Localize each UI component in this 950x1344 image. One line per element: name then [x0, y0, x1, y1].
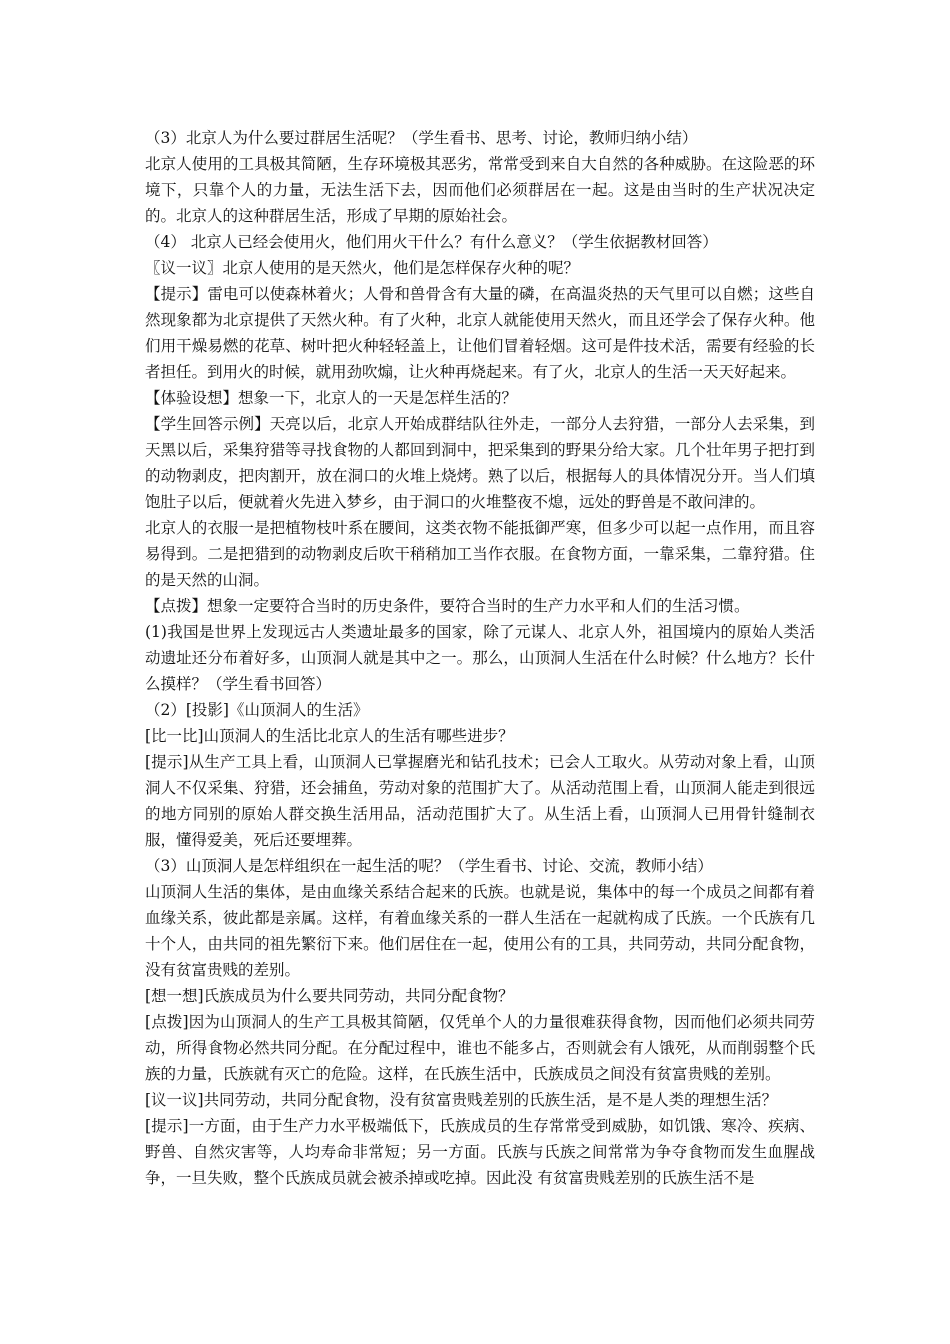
think-prompt: [想一想]氏族成员为什么要共同劳动，共同分配食物？: [145, 987, 514, 1005]
item-3-question: （3）山顶洞人是怎样组织在一起生活的呢？（学生看书、讨论、交流，教师小结）: [145, 857, 713, 875]
think-guidance: [点拨]因为山顶洞人的生产工具极其简陋，仅凭单个人的力量很难获得食物，因而他们必须共同劳动，所得食物必然共同分配。在分配过程中，谁也不能多占，否则就会有人饿死，从而削弱整个氏族的力量，氏族就有灭亡的危险。这样，在氏族生活中，氏族成员之间没有贫富贵贱的差别。: [145, 1013, 815, 1083]
compare-hint: [提示]从生产工具上看，山顶洞人已掌握磨光和钻孔技术；已会人工取火。从劳动对象上看，山顶洞人不仅采集、狩猎，还会捕鱼，劳动对象的范围扩大了。从活动范围上看，山顶洞人能走到很远的地方同别的原始人群交换生活用品，活动范围扩大了。从生活上看，山顶洞人已用骨针缝制衣服，懂得爱美，死后还要埋葬。: [145, 753, 815, 849]
student-answer-example: 【学生回答示例】天亮以后，北京人开始成群结队往外走，一部分人去狩猎，一部分人去采集，到天黑以后，采集狩猎等寻找食物的人都回到洞中，把采集到的野果分给大家。几个壮年男子把打到的动物剥皮，把肉割开，放在洞口的火堆上烧烤。熟了以后，根据每人的具体情况分开。当人们填饱肚子以后，便就着火先进入梦乡，由于洞口的火堆整夜不熄，远处的野兽是不敢问津的。: [145, 415, 815, 511]
compare-prompt: [比一比]山顶洞人的生活比北京人的生活有哪些进步？: [145, 727, 514, 745]
clothing-paragraph: 北京人的衣服一是把植物枝叶系在腰间，这类衣物不能抵御严寒，但多少可以起一点作用，而且容易得到。二是把猎到的动物剥皮后吹干稍稍加工当作衣服。在食物方面，一靠采集，二靠狩猎。住的是天然的山洞。: [145, 519, 815, 589]
guidance-paragraph: 【点拨】想象一定要符合当时的历史条件，要符合当时的生产力水平和人们的生活习惯。: [145, 597, 750, 615]
final-hint: [提示]一方面，由于生产力水平极端低下，氏族成员的生存常常受到威胁，如饥饿、寒冷、疾病、野兽、自然灾害等，人均寿命非常短；另一方面。氏族与氏族之间常常为争夺食物而发生血腥战争，一旦失败，整个氏族成员就会被杀掉或吃掉。因此没 有贫富贵贱差别的氏族生活不是: [145, 1117, 815, 1187]
clan-paragraph: 山顶洞人生活的集体，是由血缘关系结合起来的氏族。也就是说，集体中的每一个成员之间都有着血缘关系，彼此都是亲属。这样，有着血缘关系的一群人生活在一起就构成了氏族。一个氏族有几十个人，由共同的祖先繁衍下来。他们居住在一起，使用公有的工具，共同劳动，共同分配食物，没有贫富贵贱的差别。: [145, 883, 815, 979]
experience-prompt: 【体验设想】想象一下，北京人的一天是怎样生活的？: [145, 389, 518, 407]
answer-paragraph: 北京人使用的工具极其简陋，生存环境极其恶劣，常常受到来自大自然的各种威胁。在这险恶的环境下，只靠个人的力量，无法生活下去，因而他们必须群居在一起。这是由当时的生产状况决定的。北京人的这种群居生活，形成了早期的原始社会。: [145, 155, 815, 225]
question-3-heading: （3）北京人为什么要过群居生活呢？（学生看书、思考、讨论，教师归纳小结）: [145, 129, 698, 147]
question-4-heading: （4） 北京人已经会使用火，他们用火干什么？有什么意义？（学生依据教材回答）: [145, 233, 718, 251]
discuss-prompt-2: [议一议]共同劳动，共同分配食物，没有贫富贵贱差别的氏族生活，是不是人类的理想生活？: [145, 1091, 778, 1109]
hint-paragraph: 【提示】雷电可以使森林着火；人骨和兽骨含有大量的磷，在高温炎热的天气里可以自燃；这些自然现象都为北京提供了天然火种。有了火种，北京人就能使用天然火，而且还学会了保存火种。他们用干燥易燃的花草、树叶把火种轻轻盖上，让他们冒着轻烟。这可是件技术活，需要有经验的长者担任。到用火的时候，就用劲吹煽，让火种再烧起来。有了火，北京人的生活一天天好起来。: [145, 285, 815, 381]
item-1-paragraph: (1)我国是世界上发现远古人类遗址最多的国家，除了元谋人、北京人外，祖国境内的原始人类活动遗址还分布着好多，山顶洞人就是其中之一。那么，山顶洞人生活在什么时候？什么地方？长什么摸样？（学生看书回答）: [145, 623, 815, 693]
discussion-prompt: 〖议一议〗北京人使用的是天然火，他们是怎样保存火种的呢？: [145, 259, 580, 277]
document-body: [145, 125, 815, 1191]
item-2-projection: （2）[投影]《山顶洞人的生活》: [145, 701, 369, 719]
